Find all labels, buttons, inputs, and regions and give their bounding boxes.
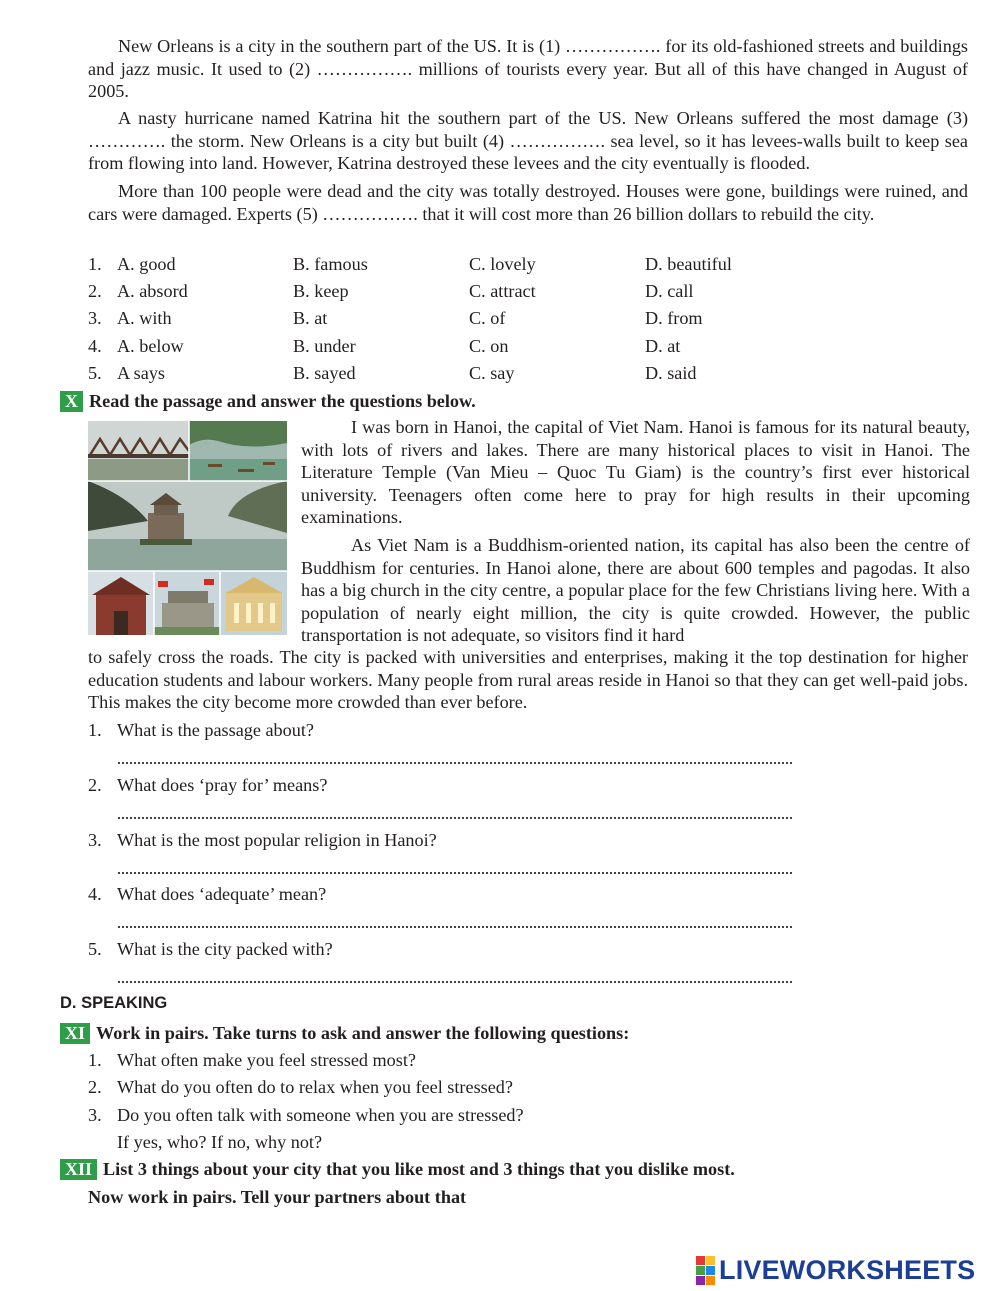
option-d[interactable]: D. at bbox=[645, 336, 681, 356]
option-c[interactable]: C. on bbox=[469, 336, 509, 356]
question-text: What do you often do to relax when you feel stressed? bbox=[117, 1077, 513, 1097]
section-x-paragraph-2-continued: to safely cross the roads. The city is packed with universities and enterprises, making it the top destination for higher education students and labour workers. Many people from rural areas reside in Hanoi so that they can get well-paid jobs. This makes the city become more crowded than ever before. bbox=[88, 647, 968, 713]
option-c[interactable]: C. of bbox=[469, 308, 506, 328]
question-text: What is the passage about? bbox=[117, 720, 314, 740]
passage1-paragraph-2: A nasty hurricane named Katrina hit the southern part of the US. New Orleans suffered the most damage (3) …………. the storm. New Orleans is a city but built (4) ……………. sea level, so it has levees-walls built to keep sea from flowing into land. However, Katrina destroyed these levees and the city eventually is flooded. bbox=[88, 108, 968, 174]
question-number: 1. bbox=[88, 1050, 102, 1070]
question-text: What is the most popular religion in Hanoi? bbox=[117, 830, 437, 850]
section-x-badge: X bbox=[60, 391, 83, 412]
option-b[interactable]: B. sayed bbox=[293, 363, 356, 383]
section-x-paragraph-1: I was born in Hanoi, the capital of Viet Nam. Hanoi is famous for its natural beauty, with lots of rivers and lakes. There are many historical places to visit in Hanoi. The Literature Temple (Van Mieu – Quoc Tu Giam) is the country’s first ever historical university. Teenagers often come here to pray for high results in their upcoming examinations. bbox=[301, 417, 970, 528]
liveworksheets-logo bbox=[696, 1255, 975, 1285]
option-d[interactable]: D. beautiful bbox=[645, 254, 732, 274]
option-b[interactable]: B. keep bbox=[293, 281, 349, 301]
mc-number: 2. bbox=[88, 281, 102, 301]
option-d[interactable]: D. said bbox=[645, 363, 697, 383]
option-a[interactable]: A. good bbox=[117, 254, 176, 274]
liveworksheets-logo-icon bbox=[696, 1256, 715, 1285]
answer-line-1[interactable] bbox=[118, 762, 792, 764]
option-a[interactable]: A says bbox=[117, 363, 165, 383]
mc-number: 4. bbox=[88, 336, 102, 356]
option-d[interactable]: D. from bbox=[645, 308, 703, 328]
answer-line-5[interactable] bbox=[118, 981, 792, 983]
question-number: 3. bbox=[88, 830, 102, 850]
option-b[interactable]: B. famous bbox=[293, 254, 368, 274]
question-text: What often make you feel stressed most? bbox=[117, 1050, 416, 1070]
hanoi-photo-collage bbox=[88, 421, 287, 635]
section-xii-heading bbox=[60, 1157, 735, 1181]
section-xii-badge: XII bbox=[60, 1159, 97, 1180]
question-text: What does ‘pray for’ means? bbox=[117, 775, 328, 795]
option-c[interactable]: C. attract bbox=[469, 281, 536, 301]
section-x-paragraph-2: As Viet Nam is a Buddhism-oriented nation, its capital has also been the centre of Buddhism for centuries. In Hanoi alone, there are about 600 temples and pagodas. It also has a big church in the city centre, a popular place for the few Christians living here. With a population of nearly eight million, the city is quite crowded. However, the public transportation is not adequate, so visitors find it hard bbox=[301, 535, 970, 646]
option-a[interactable]: A. absord bbox=[117, 281, 188, 301]
mc-number: 5. bbox=[88, 363, 102, 383]
option-c[interactable]: C. say bbox=[469, 363, 515, 383]
question-number: 5. bbox=[88, 939, 102, 959]
passage1-paragraph-1: New Orleans is a city in the southern part of the US. It is (1) ……………. for its old-fashioned streets and buildings and jazz music. It used to (2) ……………. millions of tourists every year. But all of this have changed in August of 2005. bbox=[88, 36, 968, 102]
question-number: 2. bbox=[88, 775, 102, 795]
answer-line-4[interactable] bbox=[118, 926, 792, 928]
section-x-title: Read the passage and answer the questions below. bbox=[89, 391, 476, 411]
question-text: Do you often talk with someone when you are stressed? bbox=[117, 1105, 524, 1125]
section-xi-title: Work in pairs. Take turns to ask and answer the following questions: bbox=[96, 1023, 630, 1043]
question-text: What does ‘adequate’ mean? bbox=[117, 884, 327, 904]
answer-line-3[interactable] bbox=[118, 872, 792, 874]
section-xii-title: List 3 things about your city that you like most and 3 things that you dislike most. bbox=[103, 1159, 735, 1179]
speaking-section-title: D. SPEAKING bbox=[60, 994, 168, 1012]
question-number: 2. bbox=[88, 1077, 102, 1097]
option-a[interactable]: A. with bbox=[117, 308, 172, 328]
option-a[interactable]: A. below bbox=[117, 336, 184, 356]
question-number: 1. bbox=[88, 720, 102, 740]
question-text: What is the city packed with? bbox=[117, 939, 333, 959]
liveworksheets-logo-text: LIVEWORKSHEETS bbox=[719, 1254, 976, 1285]
question-number: 4. bbox=[88, 884, 102, 904]
section-x-heading bbox=[60, 389, 476, 413]
speaking-followup: If yes, who? If no, why not? bbox=[117, 1132, 323, 1152]
question-number: 3. bbox=[88, 1105, 102, 1125]
passage1-paragraph-3: More than 100 people were dead and the city was totally destroyed. Houses were gone, buildings were ruined, and cars were damaged. Experts (5) ……………. that it will cost more than 26 billion dollars to rebuild the city. bbox=[88, 181, 968, 224]
option-b[interactable]: B. under bbox=[293, 336, 356, 356]
mc-number: 3. bbox=[88, 308, 102, 328]
option-c[interactable]: C. lovely bbox=[469, 254, 536, 274]
section-xi-badge: XI bbox=[60, 1023, 90, 1044]
option-d[interactable]: D. call bbox=[645, 281, 694, 301]
answer-line-2[interactable] bbox=[118, 817, 792, 819]
section-xi-heading bbox=[60, 1021, 629, 1045]
section-xii-subheading: Now work in pairs. Tell your partners about that bbox=[88, 1187, 467, 1207]
mc-number: 1. bbox=[88, 254, 102, 274]
option-b[interactable]: B. at bbox=[293, 308, 328, 328]
